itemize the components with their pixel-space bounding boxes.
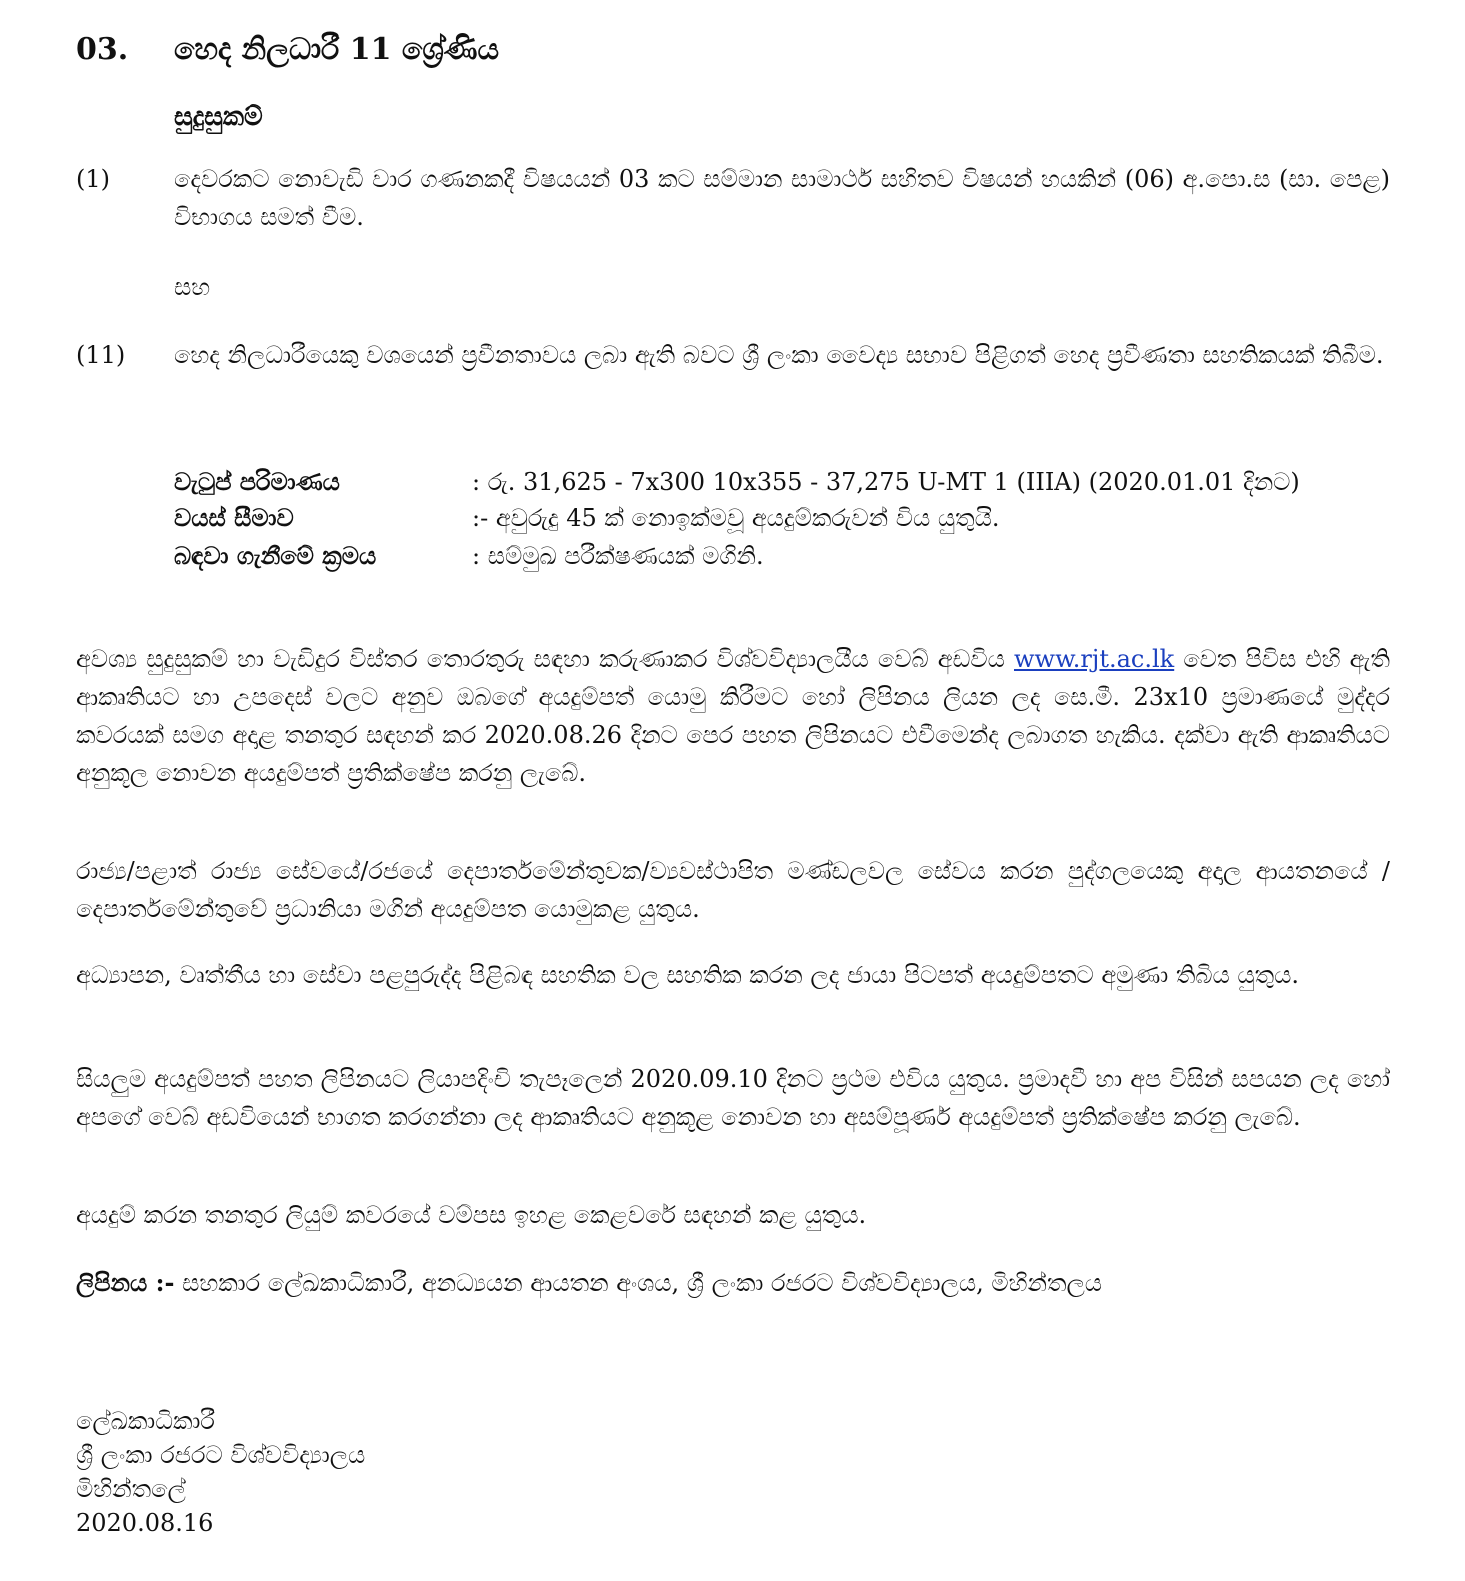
salary-scale-row — [174, 464, 1404, 500]
address-line — [76, 1264, 1416, 1302]
detail-value: : සම්මුඛ පරීක්ෂණයක් මගිනි. — [472, 542, 764, 570]
signature-university: ශ්‍රී ලංකා රජරට විශ්වවිද්‍යාලය — [76, 1441, 366, 1469]
envelope-note-paragraph: අයදුම් කරන තනතුර ලියුම් කවරයේ වම්පස ඉහළ කෙළවරේ සඳහන් කළ යුතුය. — [76, 1201, 867, 1229]
detail-value: :- අවුරුදු 45 ක් නොඉක්මවූ අයදුම්කරුවන් විය යුතුයි. — [472, 504, 1000, 532]
qualification-text: හෙද නිලධාරීයෙකු වශයෙන් ප්‍රවීනතාවය ලබා ඇති බවට ශ්‍රී ලංකා වෛද්‍ය සභාව පිළිගත් හෙද ප්‍රවීණතා සහතිකයක් තිබීම. — [174, 341, 1384, 369]
government-employee-paragraph: රාජ්‍ය/පළාත් රාජ්‍ය සේවයේ/රජයේ දෙපාර්තමේන්තුවක/ව්‍යවස්ථාපිත මණ්ඩලවල සේවය කරන පුද්ගලයෙකු අදාල ආයතනයේ /දෙපාර්තමේන්තුවේ ප්‍රධානියා මගින් අයදුම්පත යොමුකළ යුතුය. — [76, 857, 1390, 923]
qualification-number: (1) — [76, 165, 110, 193]
detail-label: වැටුප් පරිමාණය — [174, 467, 340, 496]
certificates-paragraph: අධ්‍යාපන, වෘත්තීය හා සේවා පළපුරුද්ද පිළිබඳ සහතික වල සහතික කරන ලද ජායා පිටපත් අයදුම්පතට අමුණා තිබිය යුතුය. — [76, 961, 1300, 989]
detail-label: බඳවා ගැනීමේ ක්‍රමය — [174, 541, 377, 570]
qualifications-title: සුදුසුකම් — [174, 102, 263, 132]
age-limit-row — [174, 500, 1404, 536]
section-number: 03. — [76, 32, 129, 67]
paragraph-text: වෙත පිවිස එහි ඇති ආකෘතියට හා උපදෙස් වලට අනුව ඔබගේ අයදුම්පත් යොමු කිරීමට හෝ ලිපිනය ලියන ලද සෙ.මී. 23x10 ප්‍රමාණයේ මුද්දර කවරයක් සමග අදාළ තනතුර සඳහන් කර 2020.08.26 දිනට පෙර පහත ලිපිනයට එවීමෙන්ද ලබාගත හැකිය. දක්වා ඇති ආකෘතියට අනුකූල නොවන අයදුම්පත් ප්‍රතික්ෂේප කරනු ලැබේ. — [76, 645, 1390, 787]
instructions-paragraph — [76, 640, 1390, 792]
signature-date: 2020.08.16 — [76, 1509, 214, 1537]
detail-value: : රු. 31,625 - 7x300 10x355 - 37,275 U-MT 1 (IIIA) (2020.01.01 දිනට) — [472, 468, 1300, 496]
section-title: හෙද නිලධාරී 11 ශ්‍රේණිය — [174, 32, 500, 67]
address-label: ලිපිනය :- — [76, 1268, 175, 1297]
submission-paragraph: සියලුම අයදුම්පත් පහත ලිපිනයට ලියාපදිංචි තැපෑලෙන් 2020.09.10 දිනට ප්‍රථම එවිය යුතුය. ප්‍රමාදවී හා අප විසින් සපයන ලද හෝ අපගේ වෙබ් අඩවියෙන් භාගත කරගන්නා ලද ආකෘතියට අනුකූළ නොවන හා අසම්පූර්ණ අයදුම්පත් ප්‍රතික්ෂේප කරනු ලැබේ. — [76, 1065, 1390, 1131]
paragraph-text: අවශ්‍ය සුදුසුකම් හා වැඩිදුර විස්තර තොරතුරු සඳහා කරුණාකර විශ්වවිද්‍යාලයීය වෙබ් අඩවිය — [76, 645, 1005, 673]
website-link[interactable]: www.rjt.ac.lk — [1014, 645, 1175, 673]
conjunction-text: සහ — [174, 273, 211, 301]
qualification-text: දෙවරකට නොවැඩි වාර ගණනකදී විෂයයන් 03 කට සම්මාන සාමාර්ථ සහිතව විෂයන් හයකින් (06) අ.පො.ස (සා. පෙළ) විභාගය සමත් වීම. — [174, 165, 1390, 231]
detail-label: වයස් සීමාව — [174, 503, 294, 532]
recruitment-method-row — [174, 538, 1404, 574]
signature-title: ලේඛකාධිකාරී — [76, 1407, 215, 1435]
signature-location: මිහින්තලේ — [76, 1475, 186, 1503]
address-value: සහකාර ලේඛකාධිකාරී, අනධ්‍යයන ආයතන අංශය, ශ්‍රී ලංකා රජරට විශ්වවිද්‍යාලය, මිහින්තලය — [182, 1269, 1103, 1297]
qualification-number: (11) — [76, 341, 126, 369]
